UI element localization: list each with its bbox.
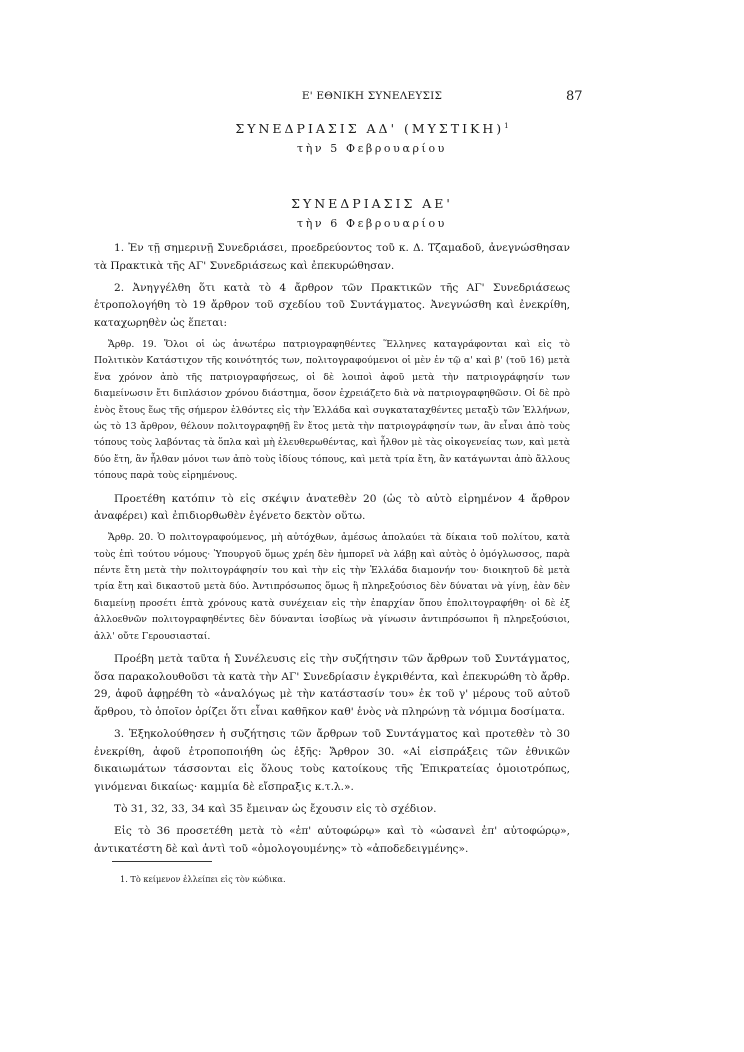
footnote: 1. Τὸ κείμενον ἐλλείπει εἰς τὸν κώδικα. <box>120 874 286 884</box>
body-text <box>94 240 570 862</box>
session-44-title-text: ΣΥΝΕΔΡΙΑΣΙΣ ΑΔ' (ΜΥΣΤΙΚΗ) <box>235 121 505 136</box>
session-45-date: τὴν 6 Φεβρουαρίου <box>297 217 447 230</box>
article-19-text: Ἄρθρ. 19. Ὅλοι οἱ ὡς ἀνωτέρω πατριογραφηθέντες Ἕλληνες καταγράφονται καὶ εἰς τὸ Πολιτικὸν Κατάστιχον τῆς κοινότητός των, πολιτογραφούμενοι οἱ μὲν ἐν τῷ α' καὶ β' (τοῦ 16) μετὰ ἕνα χρόνον ἀπὸ τῆς πατριογραφήσεως, οἱ δὲ λοιποὶ ἀφοῦ μετὰ τὴν πατριογράφησίν των διαμείνωσιν ἔτι διπλάσιον χρόνου διάστημα, ὅσον ἐχρειάζετο διὰ νὰ πατριογραφηθῶσιν. Οἱ δὲ πρὸ ἑνὸς ἔτους ἕως τῆς σήμερον ἐλθόντες εἰς τὴν Ἑλλάδα καὶ συγκαταταχθέντες μεταξὺ τῶν Ἑλλήνων, ὡς τὸ 13 ἄρθρον, θέλουν πολιτογραφηθῇ ἓν ἔτος μετὰ τὴν πατριογράφησίν των, ἂν εἶναι ἀπὸ τοὺς τόπους τοὺς λαβόντας τὰ ὅπλα καὶ μὴ ἐλευθερωθέντας, καὶ ἦλθον μὲ τὰς οἰκογενείας των, καὶ μετὰ δύο ἔτη, ἂν ἦλθαν μόνοι των ἀπὸ τοὺς ἰδίους τόπους, καὶ μετὰ τρία ἔτη, ἂν κατάγωνται ἀπὸ ἄλλους τόπους παρὰ τοὺς εἰρημένους. <box>94 338 570 482</box>
paragraph-2: 2. Ἀνηγγέλθη ὅτι κατὰ τὸ 4 ἄρθρον τῶν Πρακτικῶν τῆς ΑΓ' Συνεδριάσεως ἐτροπολογήθη τὸ 19 ἄρθρον τοῦ σχεδίου τοῦ Συντάγματος. Ἀνεγνώσθη καὶ ἐνεκρίθη, καταχωρηθὲν ὡς ἕπεται: <box>94 281 570 329</box>
session-44-date: τὴν 5 Φεβρουαρίου <box>297 142 447 155</box>
paragraph-5: 3. Ἐξηκολούθησεν ἡ συζήτησις τῶν ἄρθρων τοῦ Συντάγματος καὶ προτεθὲν τὸ 30 ἐνεκρίθη, ἀφοῦ ἐτροποποιήθη ὡς ἑξῆς: Ἄρθρον 30. «Αἱ εἰσπράξεις τῶν ἐθνικῶν δικαιωμάτων τάσσονται εἰς ὅλους τοὺς κατοίκους τῆς Ἐπικρατείας ὁμοιοτρόπως, γινόμεναι δικαίως· καμμία δὲ εἴσπραξις κ.τ.λ.». <box>94 727 570 794</box>
session-45-title: ΣΥΝΕΔΡΙΑΣΙΣ ΑΕ' <box>291 196 453 211</box>
paragraph-1: 1. Ἐν τῇ σημερινῇ Συνεδριάσει, προεδρεύοντος τοῦ κ. Δ. Τζαμαδοῦ, ἀνεγνώσθησαν τὰ Πρακτικὰ τῆς ΑΓ' Συνεδριάσεως καὶ ἐπεκυρώθησαν. <box>94 242 570 272</box>
footnote-marker: 1 <box>504 121 509 130</box>
running-head: Ε' ΕΘΝΙΚΗ ΣΥΝΕΛΕΥΣΙΣ <box>301 90 443 102</box>
paragraph-6: Τὸ 31, 32, 33, 34 καὶ 35 ἔμειναν ὡς ἔχουσιν εἰς τὸ σχέδιον. <box>114 802 437 815</box>
paragraph-7: Εἰς τὸ 36 προσετέθη μετὰ τὸ «ἐπ' αὐτοφώρῳ» καὶ τὸ «ὡσανεὶ ἐπ' αὐτοφώρῳ», ἀντικατέστη δὲ καὶ ἀντὶ τοῦ «ὁμολογουμένης» τὸ «ἀποδεδειγμένης». <box>94 824 570 855</box>
paragraph-4: Προέβη μετὰ ταῦτα ἡ Συνέλευσις εἰς τὴν συζήτησιν τῶν ἄρθρων τοῦ Συντάγματος, ὅσα παρακολουθοῦσι τὰ κατὰ τὴν ΑΓ' Συνεδρίασιν ἐγκριθέντα, καὶ ἐπεκυρώθη τὸ ἄρθρ. 29, ἀφοῦ ἀφῃρέθη τὸ «ἀναλόγως μὲ τὴν κατάστασίν του» ἐκ τοῦ γ' μέρους τοῦ αὐτοῦ ἄρθρου, τὸ ὁποῖον ὁρίζει ὅτι εἶναι καθῆκον καθ' ἑνὸς νὰ πληρώνῃ τὰ νόμιμα δοσίματα. <box>94 652 570 719</box>
session-44-title <box>0 121 744 136</box>
paragraph-3: Προετέθη κατόπιν τὸ εἰς σκέψιν ἀνατεθὲν 20 (ὡς τὸ αὐτὸ εἰρημένον 4 ἄρθρον ἀναφέρει) καὶ ἐπιδιορθωθὲν ἐγένετο δεκτὸν οὕτω. <box>94 492 570 523</box>
page-number: 87 <box>566 89 583 104</box>
footnote-divider <box>112 861 212 862</box>
article-20-text: Ἄρθρ. 20. Ὁ πολιτογραφούμενος, μὴ αὐτόχθων, ἀμέσως ἀπολαύει τὰ δίκαια τοῦ πολίτου, κατὰ τοὺς ἐπὶ τούτου νόμους· Ὑπουργοῦ ὅμως χρέη δὲν ἠμπορεῖ νὰ λάβῃ καὶ αὐτὸς ὁ ὁμόγλωσσος, παρὰ πέντε ἔτη μετὰ τὴν πολιτογράφησίν του καὶ τὴν εἰς τὴν Ἑλλάδα διαμονήν του· διοικητοῦ δὲ μετὰ τρία ἔτη καὶ δικαστοῦ μετὰ δύο. Ἀντιπρόσωπος ὅμως ἢ πληρεξούσιος δὲν δύναται νὰ γίνῃ, ἐὰν δὲν διαμείνῃ προσέτι ἑπτὰ χρόνους κατὰ συνέχειαν εἰς τὴν ἐπαρχίαν ὅπου ἐπολιτογραφήθη· οἱ δὲ ἐξ ἀλλοεθνῶν πολιτογραφηθέντες δὲν δύνανται ἰσοβίως νὰ γίνωσιν ἀντιπρόσωποι ἢ πληρεξούσιοι, ἀλλ' οὔτε Γερουσιασταί. <box>94 532 570 642</box>
